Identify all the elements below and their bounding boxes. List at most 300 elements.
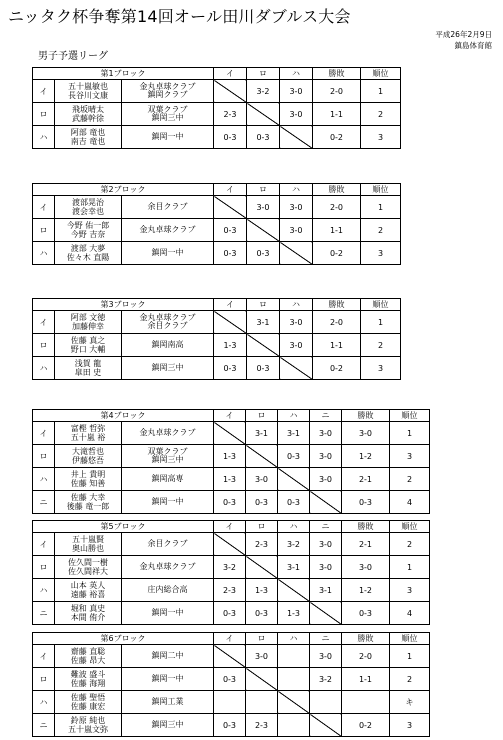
score-cell: 3-0 bbox=[310, 445, 342, 468]
row-key: ハ bbox=[33, 357, 55, 380]
table-row bbox=[33, 126, 401, 149]
table-row bbox=[33, 468, 430, 491]
self-match-cell bbox=[214, 311, 247, 334]
score-cell: 3-1 bbox=[310, 579, 342, 602]
club-1: 金丸卓球クラブ bbox=[139, 313, 196, 322]
player-names bbox=[55, 491, 122, 514]
rank-header: 順位 bbox=[361, 299, 401, 311]
rank: 1 bbox=[390, 422, 430, 445]
player-2: 野口 大輔 bbox=[70, 345, 106, 354]
player-1: 五十嵐賢 bbox=[72, 535, 104, 544]
self-match-cell bbox=[214, 196, 247, 219]
win-loss-header: 勝敗 bbox=[313, 68, 361, 80]
row-key: イ bbox=[33, 422, 55, 445]
score-cell: 0-3 bbox=[214, 126, 247, 149]
win-loss-header: 勝敗 bbox=[342, 521, 390, 533]
club-1: 双葉クラブ bbox=[147, 105, 188, 114]
win-loss: 0-2 bbox=[313, 242, 361, 265]
player-2: 後藤 竜一郎 bbox=[66, 502, 110, 511]
club-names bbox=[122, 357, 214, 380]
player-1: 難波 盛斗 bbox=[70, 670, 106, 679]
row-key: ニ bbox=[33, 602, 55, 625]
table-row bbox=[33, 579, 430, 602]
rank: 3 bbox=[361, 126, 401, 149]
player-names bbox=[55, 311, 122, 334]
player-1: 富樫 哲弥 bbox=[70, 424, 106, 433]
win-loss: 2-1 bbox=[342, 468, 390, 491]
player-2: 皐田 史 bbox=[74, 368, 102, 377]
opponent-header: イ bbox=[214, 521, 246, 533]
rank: 4 bbox=[390, 491, 430, 514]
club-1: 双葉クラブ bbox=[147, 447, 188, 456]
score-cell: 1-3 bbox=[214, 445, 246, 468]
club-1: 庄内総合高 bbox=[147, 585, 188, 594]
player-names bbox=[55, 556, 122, 579]
block-name: 第1ブロック bbox=[33, 68, 214, 80]
self-match-cell bbox=[214, 80, 247, 103]
club-1: 鎮岡南高 bbox=[151, 340, 184, 349]
club-names bbox=[122, 668, 214, 691]
rank-header: 順位 bbox=[361, 184, 401, 196]
page-title: ニッタク杯争奪第14回オール田川ダブルス大会 bbox=[8, 7, 351, 26]
player-2: 佐々木 直陽 bbox=[66, 253, 110, 262]
block-name: 第6ブロック bbox=[33, 633, 214, 645]
league-table bbox=[32, 67, 401, 149]
win-loss-header: 勝敗 bbox=[313, 299, 361, 311]
row-key: ハ bbox=[33, 468, 55, 491]
club-2: 鎮岡クラブ bbox=[147, 90, 188, 99]
win-loss: 2-1 bbox=[342, 533, 390, 556]
club-1: 鎮岡一中 bbox=[151, 674, 184, 683]
player-1: 鈴原 純也 bbox=[70, 716, 106, 725]
player-names bbox=[55, 533, 122, 556]
player-2: 佐久間祥大 bbox=[68, 567, 108, 576]
opponent-header: ハ bbox=[280, 68, 313, 80]
opponent-header: ロ bbox=[247, 299, 280, 311]
score-cell: 3-0 bbox=[310, 422, 342, 445]
score-cell: 3-2 bbox=[214, 556, 246, 579]
opponent-header: ロ bbox=[247, 184, 280, 196]
rank: 2 bbox=[390, 468, 430, 491]
self-match-cell bbox=[246, 668, 278, 691]
club-1: 鎮岡三中 bbox=[151, 363, 184, 372]
player-names bbox=[55, 219, 122, 242]
score-cell: 3-0 bbox=[246, 468, 278, 491]
table-row bbox=[33, 533, 430, 556]
player-names bbox=[55, 579, 122, 602]
score-cell: 0-3 bbox=[246, 491, 278, 514]
opponent-header: ニ bbox=[310, 410, 342, 422]
rank-header: 順位 bbox=[390, 633, 430, 645]
win-loss: 0-3 bbox=[342, 491, 390, 514]
block-name: 第4ブロック bbox=[33, 410, 214, 422]
player-names bbox=[55, 80, 122, 103]
self-match-cell bbox=[247, 103, 280, 126]
score-cell: 0-3 bbox=[214, 491, 246, 514]
score-cell bbox=[278, 645, 310, 668]
win-loss-header: 勝敗 bbox=[342, 410, 390, 422]
win-loss: 0-2 bbox=[342, 714, 390, 737]
block-name: 第5ブロック bbox=[33, 521, 214, 533]
score-cell: 3-0 bbox=[280, 80, 313, 103]
table-row bbox=[33, 196, 401, 219]
club-names bbox=[122, 645, 214, 668]
table-row bbox=[33, 445, 430, 468]
opponent-header: ロ bbox=[246, 633, 278, 645]
opponent-header: ニ bbox=[310, 521, 342, 533]
club-names bbox=[122, 691, 214, 714]
table-row bbox=[33, 311, 401, 334]
opponent-header: ロ bbox=[246, 521, 278, 533]
opponent-header: ニ bbox=[310, 633, 342, 645]
score-cell: 0-3 bbox=[214, 602, 246, 625]
score-cell: 1-3 bbox=[246, 579, 278, 602]
player-names bbox=[55, 126, 122, 149]
score-cell: 3-0 bbox=[310, 645, 342, 668]
table-row bbox=[33, 219, 401, 242]
player-2: 五十嵐 裕 bbox=[70, 433, 106, 442]
opponent-header: ハ bbox=[280, 299, 313, 311]
club-2: 余目クラブ bbox=[147, 321, 188, 330]
score-cell: 3-2 bbox=[247, 80, 280, 103]
self-match-cell bbox=[214, 422, 246, 445]
player-2: 長谷川文康 bbox=[68, 91, 108, 100]
club-names bbox=[122, 219, 214, 242]
opponent-header: イ bbox=[214, 299, 247, 311]
section-title: 男子予選リーグ bbox=[38, 51, 108, 62]
rank-header: 順位 bbox=[390, 410, 430, 422]
opponent-header: イ bbox=[214, 184, 247, 196]
table-row bbox=[33, 668, 430, 691]
club-1: 鎮岡一中 bbox=[151, 248, 184, 257]
row-key: イ bbox=[33, 645, 55, 668]
league-table bbox=[32, 409, 430, 514]
row-key: ロ bbox=[33, 219, 55, 242]
player-2: 佐藤 昂大 bbox=[70, 656, 106, 665]
table-row bbox=[33, 334, 401, 357]
win-loss: 2-0 bbox=[313, 196, 361, 219]
win-loss: 0-2 bbox=[313, 126, 361, 149]
player-names bbox=[55, 445, 122, 468]
rank: 2 bbox=[390, 533, 430, 556]
club-1: 鎮岡一中 bbox=[151, 497, 184, 506]
player-2: 遠藤 裕喜 bbox=[70, 590, 106, 599]
score-cell bbox=[278, 668, 310, 691]
player-2: 加藤伸幸 bbox=[72, 322, 104, 331]
score-cell: 0-3 bbox=[247, 126, 280, 149]
club-1: 金丸卓球クラブ bbox=[139, 225, 196, 234]
score-cell: 3-0 bbox=[280, 311, 313, 334]
table-row bbox=[33, 103, 401, 126]
score-cell: 3-0 bbox=[310, 468, 342, 491]
row-key: ロ bbox=[33, 668, 55, 691]
self-match-cell bbox=[214, 533, 246, 556]
row-key: ロ bbox=[33, 334, 55, 357]
club-1: 鎮岡二中 bbox=[151, 651, 184, 660]
rank: 3 bbox=[361, 242, 401, 265]
block-name: 第3ブロック bbox=[33, 299, 214, 311]
player-2: 佐藤 知善 bbox=[70, 479, 106, 488]
score-cell: 3-1 bbox=[278, 422, 310, 445]
self-match-cell bbox=[278, 579, 310, 602]
score-cell: 0-3 bbox=[247, 242, 280, 265]
rank: キ bbox=[390, 691, 430, 714]
table-row bbox=[33, 556, 430, 579]
score-cell: 0-3 bbox=[278, 445, 310, 468]
player-2: 武藤幹徐 bbox=[72, 114, 104, 123]
score-cell: 0-3 bbox=[214, 714, 246, 737]
table-row bbox=[33, 80, 401, 103]
opponent-header: イ bbox=[214, 410, 246, 422]
opponent-header: イ bbox=[214, 633, 246, 645]
self-match-cell bbox=[247, 219, 280, 242]
club-names bbox=[122, 126, 214, 149]
player-2: 本間 侑介 bbox=[70, 613, 106, 622]
player-1: 井上 貴明 bbox=[70, 470, 106, 479]
event-date: 平成26年2月9日 bbox=[435, 30, 492, 39]
player-2: 五十嵐文弥 bbox=[68, 725, 108, 734]
player-names bbox=[55, 357, 122, 380]
player-1: 齋藤 直聡 bbox=[70, 647, 106, 656]
score-cell: 0-3 bbox=[246, 602, 278, 625]
player-names bbox=[55, 103, 122, 126]
score-cell: 1-3 bbox=[214, 334, 247, 357]
club-names bbox=[122, 311, 214, 334]
club-1: 余目クラブ bbox=[147, 539, 188, 548]
self-match-cell bbox=[278, 468, 310, 491]
player-1: 渡部 大夢 bbox=[70, 244, 106, 253]
score-cell: 0-3 bbox=[214, 242, 247, 265]
win-loss: 1-1 bbox=[313, 103, 361, 126]
club-1: 金丸卓球クラブ bbox=[139, 428, 196, 437]
club-names bbox=[122, 80, 214, 103]
win-loss bbox=[342, 691, 390, 714]
self-match-cell bbox=[247, 334, 280, 357]
player-2: 佐藤 康宏 bbox=[70, 702, 106, 711]
event-meta bbox=[392, 29, 492, 51]
player-2: 今野 吉奈 bbox=[70, 230, 106, 239]
league-table bbox=[32, 520, 430, 625]
rank-header: 順位 bbox=[390, 521, 430, 533]
self-match-cell bbox=[214, 645, 246, 668]
player-2: 伊藤悠吾 bbox=[72, 456, 104, 465]
club-names bbox=[122, 491, 214, 514]
player-1: 大滝哲也 bbox=[72, 447, 104, 456]
win-loss: 2-0 bbox=[313, 311, 361, 334]
row-key: イ bbox=[33, 80, 55, 103]
score-cell: 3-2 bbox=[278, 533, 310, 556]
league-table bbox=[32, 298, 401, 380]
player-names bbox=[55, 334, 122, 357]
win-loss: 2-0 bbox=[313, 80, 361, 103]
player-2: 奥山勝也 bbox=[72, 544, 104, 553]
club-1: 鎮岡工業 bbox=[151, 697, 184, 706]
player-1: 佐藤 聖悟 bbox=[70, 693, 106, 702]
row-key: ハ bbox=[33, 579, 55, 602]
table-row bbox=[33, 714, 430, 737]
player-names bbox=[55, 242, 122, 265]
club-names bbox=[122, 468, 214, 491]
club-1: 鎮岡一中 bbox=[151, 608, 184, 617]
score-cell: 2-3 bbox=[246, 714, 278, 737]
rank: 3 bbox=[390, 714, 430, 737]
player-names bbox=[55, 422, 122, 445]
win-loss: 1-1 bbox=[313, 334, 361, 357]
rank: 1 bbox=[390, 645, 430, 668]
score-cell: 3-0 bbox=[310, 556, 342, 579]
club-names bbox=[122, 533, 214, 556]
league-table bbox=[32, 183, 401, 265]
score-cell: 3-0 bbox=[280, 196, 313, 219]
score-cell: 3-0 bbox=[280, 219, 313, 242]
player-names bbox=[55, 668, 122, 691]
block-name: 第2ブロック bbox=[33, 184, 214, 196]
club-1: 金丸卓球クラブ bbox=[139, 562, 196, 571]
score-cell: 1-3 bbox=[278, 602, 310, 625]
player-2: 南吉 竜也 bbox=[70, 137, 106, 146]
table-row bbox=[33, 422, 430, 445]
score-cell: 0-3 bbox=[214, 219, 247, 242]
opponent-header: イ bbox=[214, 68, 247, 80]
club-names bbox=[122, 103, 214, 126]
win-loss: 3-0 bbox=[342, 556, 390, 579]
win-loss: 0-2 bbox=[313, 357, 361, 380]
score-cell: 3-0 bbox=[280, 103, 313, 126]
win-loss: 1-1 bbox=[313, 219, 361, 242]
club-1: 鎮岡高専 bbox=[151, 474, 184, 483]
self-match-cell bbox=[280, 357, 313, 380]
club-names bbox=[122, 445, 214, 468]
row-key: ニ bbox=[33, 491, 55, 514]
score-cell: 3-0 bbox=[280, 334, 313, 357]
self-match-cell bbox=[310, 602, 342, 625]
self-match-cell bbox=[280, 242, 313, 265]
self-match-cell bbox=[280, 126, 313, 149]
score-cell: 0-3 bbox=[214, 357, 247, 380]
player-1: 堀和 真史 bbox=[70, 604, 106, 613]
player-names bbox=[55, 691, 122, 714]
rank: 1 bbox=[361, 196, 401, 219]
win-loss-header: 勝敗 bbox=[313, 184, 361, 196]
player-names bbox=[55, 196, 122, 219]
club-names bbox=[122, 602, 214, 625]
row-key: ハ bbox=[33, 126, 55, 149]
rank: 1 bbox=[390, 556, 430, 579]
rank: 3 bbox=[390, 579, 430, 602]
table-row bbox=[33, 691, 430, 714]
score-cell: 1-3 bbox=[214, 468, 246, 491]
rank: 2 bbox=[361, 219, 401, 242]
self-match-cell bbox=[246, 445, 278, 468]
score-cell bbox=[214, 691, 246, 714]
win-loss: 2-0 bbox=[342, 645, 390, 668]
score-cell: 3-2 bbox=[310, 668, 342, 691]
rank-header: 順位 bbox=[361, 68, 401, 80]
rank: 2 bbox=[390, 668, 430, 691]
player-1: 五十嵐敏也 bbox=[68, 82, 108, 91]
win-loss: 1-1 bbox=[342, 668, 390, 691]
player-1: 飛坂晴太 bbox=[72, 105, 104, 114]
event-venue: 鎮島体育館 bbox=[454, 41, 492, 50]
rank: 3 bbox=[361, 357, 401, 380]
opponent-header: ハ bbox=[278, 633, 310, 645]
opponent-header: ハ bbox=[278, 410, 310, 422]
score-cell bbox=[310, 691, 342, 714]
score-cell: 3-1 bbox=[247, 311, 280, 334]
self-match-cell bbox=[246, 556, 278, 579]
score-cell: 3-0 bbox=[247, 196, 280, 219]
row-key: ハ bbox=[33, 242, 55, 265]
rank: 1 bbox=[361, 80, 401, 103]
self-match-cell bbox=[278, 691, 310, 714]
row-key: イ bbox=[33, 533, 55, 556]
club-2: 鎮岡三中 bbox=[151, 455, 184, 464]
score-cell: 3-1 bbox=[278, 556, 310, 579]
player-1: 渡部晃治 bbox=[72, 198, 104, 207]
score-cell: 2-3 bbox=[214, 103, 247, 126]
player-1: 佐藤 真之 bbox=[70, 336, 106, 345]
player-names bbox=[55, 645, 122, 668]
opponent-header: ハ bbox=[280, 184, 313, 196]
table-row bbox=[33, 357, 401, 380]
player-1: 佐久間一樹 bbox=[68, 558, 108, 567]
player-1: 阿部 竜也 bbox=[70, 128, 106, 137]
opponent-header: ハ bbox=[278, 521, 310, 533]
club-names bbox=[122, 196, 214, 219]
club-names bbox=[122, 242, 214, 265]
club-1: 鎮岡三中 bbox=[151, 720, 184, 729]
club-names bbox=[122, 334, 214, 357]
rank: 2 bbox=[361, 334, 401, 357]
row-key: ロ bbox=[33, 445, 55, 468]
table-row bbox=[33, 242, 401, 265]
player-names bbox=[55, 602, 122, 625]
player-2: 渡会幸也 bbox=[72, 207, 104, 216]
table-row bbox=[33, 645, 430, 668]
player-1: 今野 佑一郎 bbox=[66, 221, 110, 230]
win-loss: 3-0 bbox=[342, 422, 390, 445]
club-2: 鎮岡三中 bbox=[151, 113, 184, 122]
win-loss: 1-2 bbox=[342, 445, 390, 468]
rank: 2 bbox=[361, 103, 401, 126]
table-row bbox=[33, 491, 430, 514]
score-cell bbox=[246, 691, 278, 714]
self-match-cell bbox=[310, 714, 342, 737]
club-1: 余目クラブ bbox=[147, 202, 188, 211]
score-cell: 2-3 bbox=[246, 533, 278, 556]
club-1: 鎮岡一中 bbox=[151, 132, 184, 141]
score-cell: 0-3 bbox=[214, 668, 246, 691]
score-cell: 0-3 bbox=[278, 491, 310, 514]
score-cell: 3-0 bbox=[310, 533, 342, 556]
score-cell: 3-1 bbox=[246, 422, 278, 445]
rank: 4 bbox=[390, 602, 430, 625]
score-cell: 2-3 bbox=[214, 579, 246, 602]
table-row bbox=[33, 602, 430, 625]
club-names bbox=[122, 579, 214, 602]
row-key: イ bbox=[33, 311, 55, 334]
club-names bbox=[122, 422, 214, 445]
self-match-cell bbox=[310, 491, 342, 514]
row-key: ニ bbox=[33, 714, 55, 737]
player-names bbox=[55, 714, 122, 737]
score-cell: 3-0 bbox=[246, 645, 278, 668]
player-1: 阿部 文徳 bbox=[70, 313, 106, 322]
win-loss: 1-2 bbox=[342, 579, 390, 602]
win-loss-header: 勝敗 bbox=[342, 633, 390, 645]
score-cell bbox=[278, 714, 310, 737]
rank: 1 bbox=[361, 311, 401, 334]
